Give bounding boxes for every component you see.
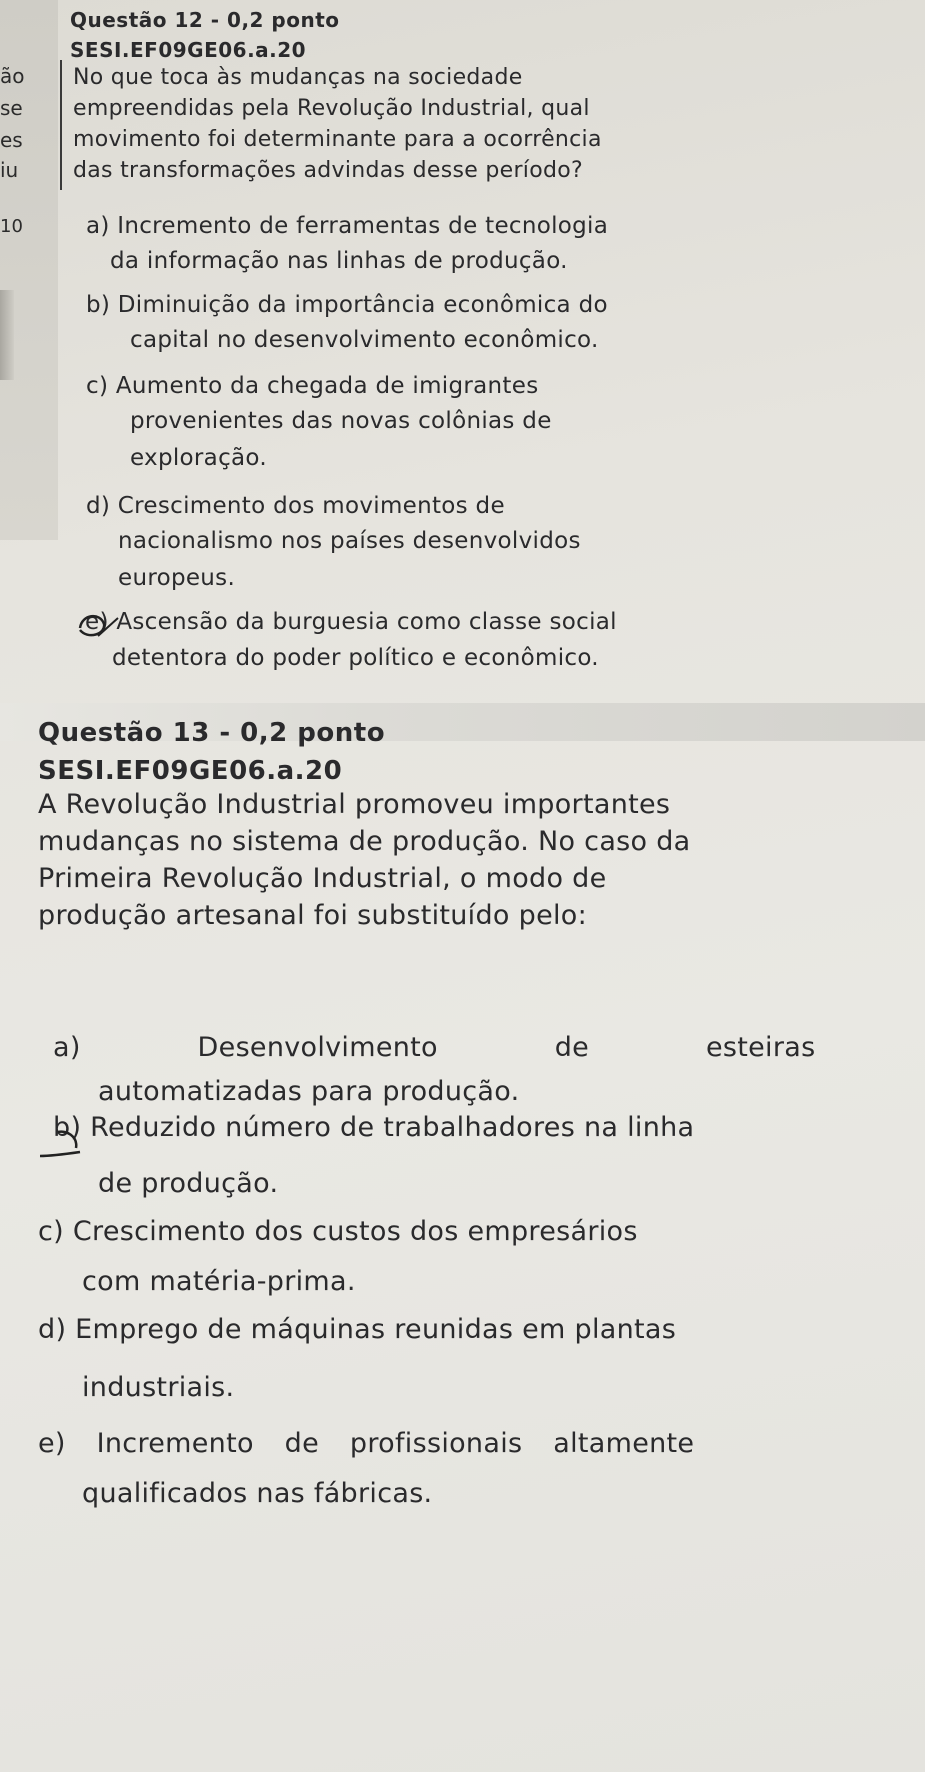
- option-line: de produção.: [98, 1168, 279, 1199]
- handwritten-answer-mark: [74, 606, 120, 644]
- handwritten-answer-mark: [36, 1122, 86, 1168]
- option-line: qualificados nas fábricas.: [82, 1478, 433, 1509]
- option-line: automatizadas para produção.: [98, 1076, 520, 1107]
- option-line: a) Desenvolvimento de esteiras: [53, 1032, 816, 1063]
- option-line: provenientes das novas colônias de: [130, 408, 552, 434]
- option-line: e) Ascensão da burguesia como classe social: [85, 609, 617, 635]
- question-text-line: mudanças no sistema de produção. No caso da: [38, 826, 691, 857]
- option-line: detentora do poder político e econômico.: [112, 645, 599, 671]
- option-line: b) Reduzido número de trabalhadores na linha: [53, 1112, 695, 1143]
- left-fragment: se: [0, 96, 23, 120]
- option-line: a) Incremento de ferramentas de tecnologia: [86, 213, 609, 239]
- option-line: b) Diminuição da importância econômica do: [86, 292, 608, 318]
- left-fragment: 10: [0, 216, 23, 237]
- option-line: da informação nas linhas de produção.: [110, 248, 568, 274]
- option-line: c) Crescimento dos custos dos empresários: [38, 1216, 638, 1247]
- left-fragment: es: [0, 128, 23, 152]
- question-title: Questão 13 - 0,2 ponto: [38, 718, 386, 748]
- page-shadow: [0, 290, 14, 380]
- question-text-line: A Revolução Industrial promoveu importantes: [38, 789, 671, 820]
- question-title: Questão 12 - 0,2 ponto: [70, 8, 340, 32]
- column-divider: [60, 60, 62, 190]
- question-text-line: produção artesanal foi substituído pelo:: [38, 900, 587, 931]
- question-code: SESI.EF09GE06.a.20: [70, 38, 307, 62]
- question-text-line: empreendidas pela Revolução Industrial, qual: [73, 96, 590, 121]
- option-line: capital no desenvolvimento econômico.: [130, 327, 599, 353]
- question-text-line: Primeira Revolução Industrial, o modo de: [38, 863, 607, 894]
- option-line: c) Aumento da chegada de imigrantes: [86, 373, 539, 399]
- option-line: exploração.: [130, 445, 267, 471]
- option-line: industriais.: [82, 1372, 235, 1403]
- question-text-line: das transformações advindas desse período?: [73, 158, 583, 183]
- option-line: d) Emprego de máquinas reunidas em plantas: [38, 1314, 677, 1345]
- option-line: com matéria-prima.: [82, 1266, 356, 1297]
- option-line: e) Incremento de profissionais altamente: [38, 1428, 695, 1459]
- left-fragment: iu: [0, 158, 19, 182]
- question-text-line: No que toca às mudanças na sociedade: [73, 65, 523, 90]
- option-line: d) Crescimento dos movimentos de: [86, 493, 505, 519]
- option-line: europeus.: [118, 565, 236, 591]
- option-line: nacionalismo nos países desenvolvidos: [118, 528, 581, 554]
- question-code: SESI.EF09GE06.a.20: [38, 756, 343, 786]
- left-fragment: ão: [0, 64, 25, 88]
- question-text-line: movimento foi determinante para a ocorrência: [73, 127, 602, 152]
